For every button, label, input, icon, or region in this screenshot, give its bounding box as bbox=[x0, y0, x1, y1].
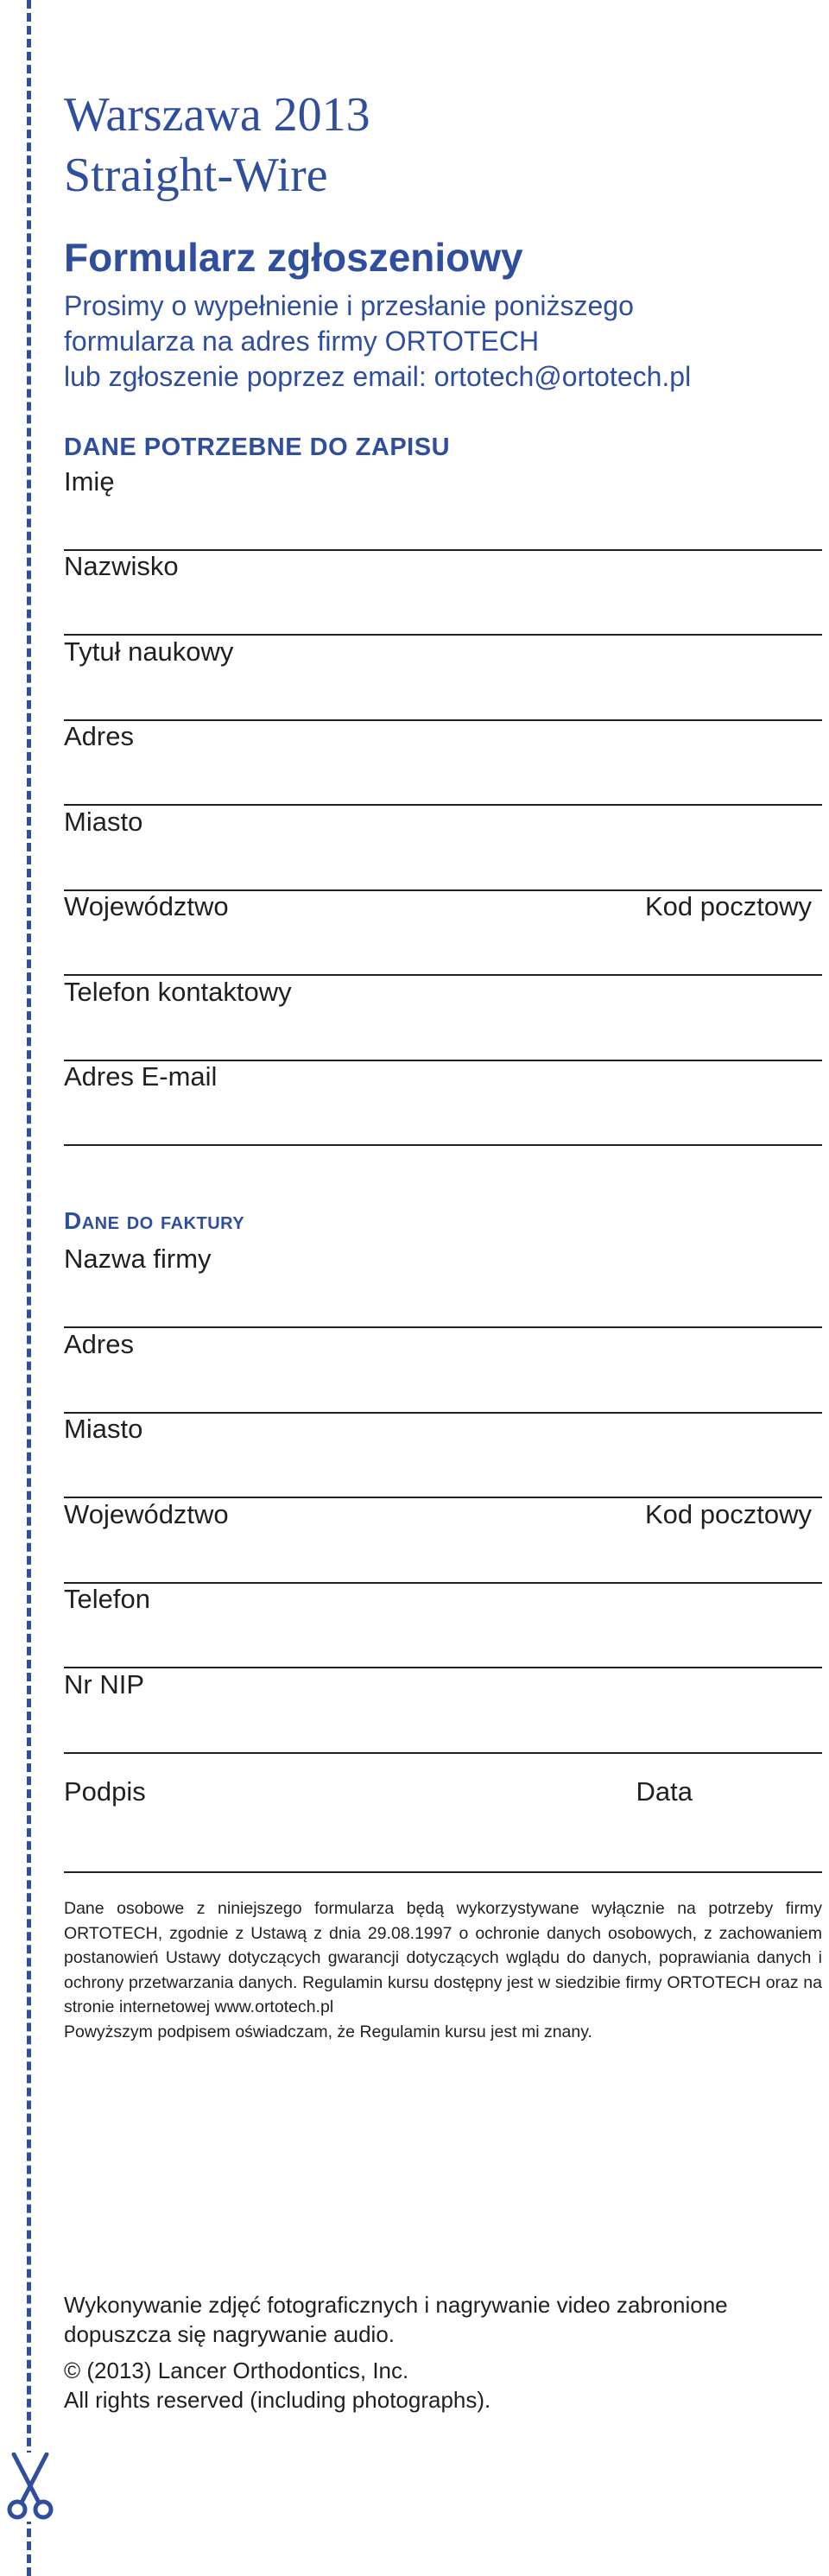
field-label: Adres bbox=[64, 721, 134, 751]
field-label: Telefon kontaktowy bbox=[64, 977, 292, 1007]
field-label: Telefon bbox=[64, 1584, 150, 1614]
field-label-right: Data bbox=[636, 1776, 693, 1807]
invoice-city-field[interactable] bbox=[64, 1412, 822, 1498]
academic-title-field[interactable] bbox=[64, 635, 822, 721]
company-name-field[interactable] bbox=[64, 1242, 822, 1328]
field-label-right: Kod pocztowy bbox=[645, 891, 812, 921]
terms-statement: Powyższym podpisem oświadczam, że Regulamin kursu jest mi znany. bbox=[64, 2022, 592, 2041]
conference-title bbox=[64, 85, 370, 206]
invoice-heading: Dane do faktury bbox=[64, 1207, 245, 1234]
first-name-field[interactable] bbox=[64, 465, 822, 551]
registration-heading: DANE POTRZEBNE DO ZAPISU bbox=[64, 434, 451, 461]
field-label: Nazwa firmy bbox=[64, 1244, 212, 1274]
field-label: Podpis bbox=[64, 1776, 146, 1807]
intro-line: formularza na adres firmy ORTOTECH bbox=[64, 326, 540, 357]
field-label: Województwo bbox=[64, 1499, 229, 1529]
field-label: Tytuł naukowy bbox=[64, 636, 234, 667]
privacy-paragraph: Dane osobowe z niniejszego formularza będą wykorzystywane wyłącznie na potrzeby firmy ORTOTECH, zgodnie z Ustawą z dnia 29.08.1997 o ochronie danych osobowych, z zachowaniem postanowień Ustawy dotyczących gwarancji dotyczących wglądu do danych, poprawiania danych i ochrony przetwarzania danych. Regulamin kursu dostępny jest w siedzibie firmy ORTOTECH oraz na stronie internetowej www.ortotech.pl bbox=[64, 1899, 822, 2016]
nip-field[interactable] bbox=[64, 1668, 822, 1754]
field-label: Miasto bbox=[64, 1414, 143, 1444]
intro-line: lub zgłoszenie poprzez email: ortotech@ortotech.pl bbox=[64, 361, 692, 392]
city-field[interactable] bbox=[64, 805, 822, 891]
cut-line bbox=[27, 0, 31, 2576]
field-label: Adres E-mail bbox=[64, 1061, 218, 1092]
field-label: Nr NIP bbox=[64, 1669, 144, 1699]
field-label: Miasto bbox=[64, 807, 143, 837]
rights-line: All rights reserved (including photographs). bbox=[64, 2387, 491, 2413]
invoice-province-postcode-field[interactable] bbox=[64, 1497, 822, 1584]
privacy-notice bbox=[64, 1896, 822, 2044]
conference-title-line1: Warszawa 2013 bbox=[64, 88, 370, 142]
signature-date-field[interactable] bbox=[64, 1775, 822, 1873]
intro-text bbox=[64, 288, 691, 395]
scissors-icon bbox=[7, 2453, 54, 2522]
phone-field[interactable] bbox=[64, 1582, 822, 1668]
audio-allowed-line: dopuszcza się nagrywanie audio. bbox=[64, 2321, 396, 2347]
photo-restriction-line: Wykonywanie zdjęć fotograficznych i nagrywanie video zabronione bbox=[64, 2292, 728, 2318]
invoice-address-field[interactable] bbox=[64, 1327, 822, 1414]
copyright-line: © (2013) Lancer Orthodontics, Inc. bbox=[64, 2358, 409, 2383]
field-label-right: Kod pocztowy bbox=[645, 1499, 812, 1529]
contact-phone-field[interactable] bbox=[64, 975, 822, 1061]
conference-title-line2: Straight-Wire bbox=[64, 149, 328, 202]
field-label: Imię bbox=[64, 466, 115, 497]
form-title: Formularz zgłoszeniowy bbox=[64, 235, 523, 280]
field-label: Nazwisko bbox=[64, 551, 179, 581]
address-field[interactable] bbox=[64, 719, 822, 806]
field-label: Województwo bbox=[64, 891, 229, 921]
field-label: Adres bbox=[64, 1329, 134, 1359]
intro-line: Prosimy o wypełnienie i przesłanie poniższego bbox=[64, 290, 634, 321]
last-name-field[interactable] bbox=[64, 549, 822, 636]
footer-notice bbox=[64, 2290, 822, 2415]
province-postcode-field[interactable] bbox=[64, 889, 822, 976]
email-field[interactable] bbox=[64, 1060, 822, 1146]
